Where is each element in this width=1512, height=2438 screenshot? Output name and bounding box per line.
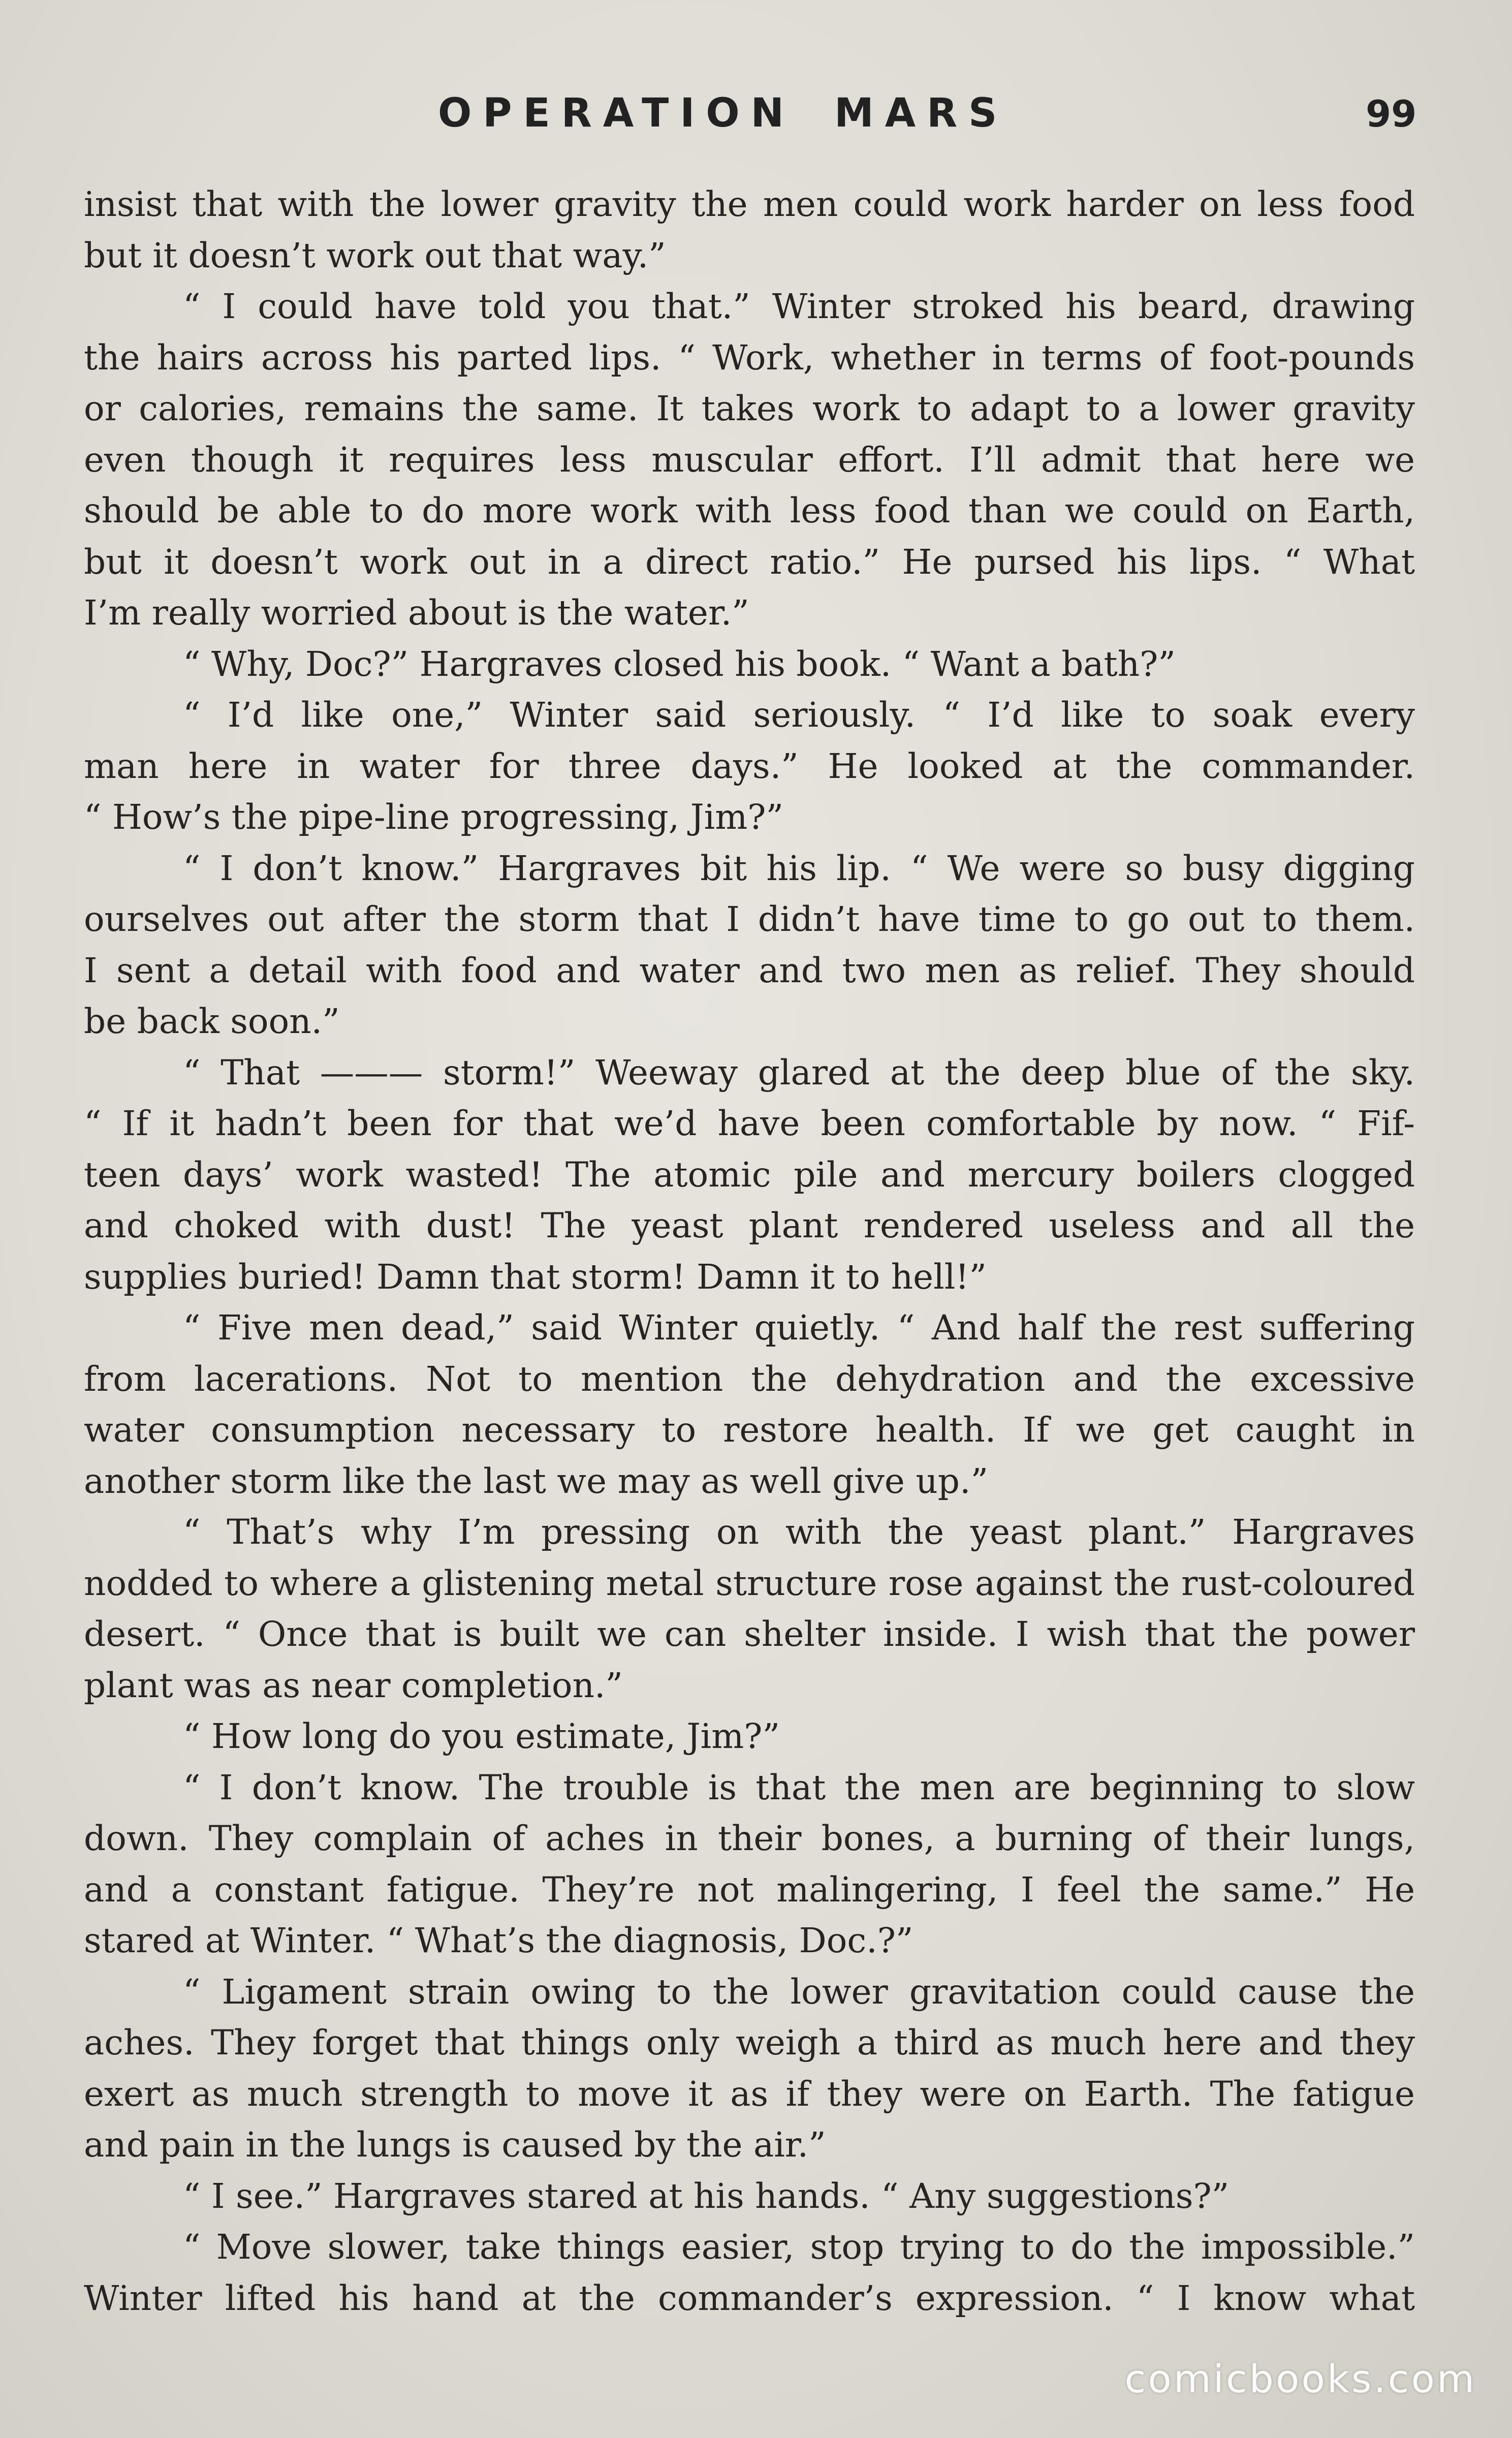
text-line: stared at Winter. “ What’s the diagnosis, Doc.?” [84,1920,914,1960]
text-line: and a constant fatigue. They’re not malingering, I feel the same.” He [84,1869,1415,1910]
text-line: water consumption necessary to restore health. If we get caught in [84,1410,1415,1450]
text-line: “ If it hadn’t been for that we’d have been comfortable by now. “ Fif- [84,1103,1415,1143]
text-line: “ That ——— storm!” Weeway glared at the deep blue of the sky. [183,1052,1415,1092]
text-line: teen days’ work wasted! The atomic pile and mercury boilers clogged [84,1154,1415,1195]
page-header [0,90,1512,146]
text-line: “ How long do you estimate, Jim?” [183,1716,780,1756]
text-line: even though it requires less muscular effort. I’ll admit that here we [84,439,1415,480]
text-line: “ Why, Doc?” Hargraves closed his book. “ Want a bath?” [183,643,1176,684]
watermark: comicbooks.com [1124,2356,1476,2401]
text-line: ourselves out after the storm that I didn’t have time to go out to them. [84,899,1415,939]
text-line: down. They complain of aches in their bones, a burning of their lungs, [84,1818,1415,1858]
text-line: but it doesn’t work out in a direct ratio.” He pursed his lips. “ What [84,541,1415,582]
text-line: be back soon.” [84,1001,340,1041]
text-line: plant was as near completion.” [84,1665,623,1705]
text-line: should be able to do more work with less food than we could on Earth, [84,490,1415,530]
text-line: supplies buried! Damn that storm! Damn it to hell!” [84,1256,987,1297]
text-line: the hairs across his parted lips. “ Work, whether in terms of foot-pounds [84,337,1415,378]
text-line: man here in water for three days.” He looked at the commander. [84,745,1415,786]
text-line: another storm like the last we may as well give up.” [84,1460,988,1501]
text-line: and pain in the lungs is caused by the air.” [84,2124,826,2165]
text-line: or calories, remains the same. It takes work to adapt to a lower gravity [84,388,1415,428]
text-line: desert. “ Once that is built we can shelter inside. I wish that the power [84,1614,1415,1654]
text-line: “ I could have told you that.” Winter stroked his beard, drawing [183,286,1415,326]
text-line: “ I don’t know. The trouble is that the men are beginning to slow [183,1767,1415,1807]
text-line: exert as much strength to move it as if they were on Earth. The fatigue [84,2073,1415,2114]
text-line: insist that with the lower gravity the men could work harder on less food [84,184,1415,224]
page-number: 99 [1366,92,1417,135]
body-text [84,179,1415,2324]
running-title: OPERATION MARS [438,90,1009,136]
text-line: from lacerations. Not to mention the dehydration and the excessive [84,1358,1415,1399]
text-line: “ That’s why I’m pressing on with the yeast plant.” Hargraves [183,1512,1415,1552]
text-line: “ How’s the pipe-line progressing, Jim?” [84,797,783,837]
text-line: “ Five men dead,” said Winter quietly. “ And half the rest suffering [183,1307,1415,1348]
text-line: “ I’d like one,” Winter said seriously. “ I’d like to soak every [183,695,1415,735]
text-line: “ I see.” Hargraves stared at his hands. “ Any suggestions?” [183,2175,1230,2216]
text-line: “ Ligament strain owing to the lower gravitation could cause the [183,1971,1415,2012]
text-line: I’m really worried about is the water.” [84,592,749,633]
text-line: “ I don’t know.” Hargraves bit his lip. “ We were so busy digging [183,848,1415,888]
text-line: nodded to where a glistening metal structure rose against the rust-coloured [84,1562,1415,1603]
text-line: but it doesn’t work out that way.” [84,235,666,275]
text-line: aches. They forget that things only weigh a third as much here and they [84,2022,1415,2062]
text-line: Winter lifted his hand at the commander’s expression. “ I know what [84,2277,1415,2318]
text-line: I sent a detail with food and water and two men as relief. They should [84,950,1415,990]
text-line: “ Move slower, take things easier, stop trying to do the impossible.” [183,2227,1415,2267]
text-line: and choked with dust! The yeast plant rendered useless and all the [84,1205,1415,1245]
